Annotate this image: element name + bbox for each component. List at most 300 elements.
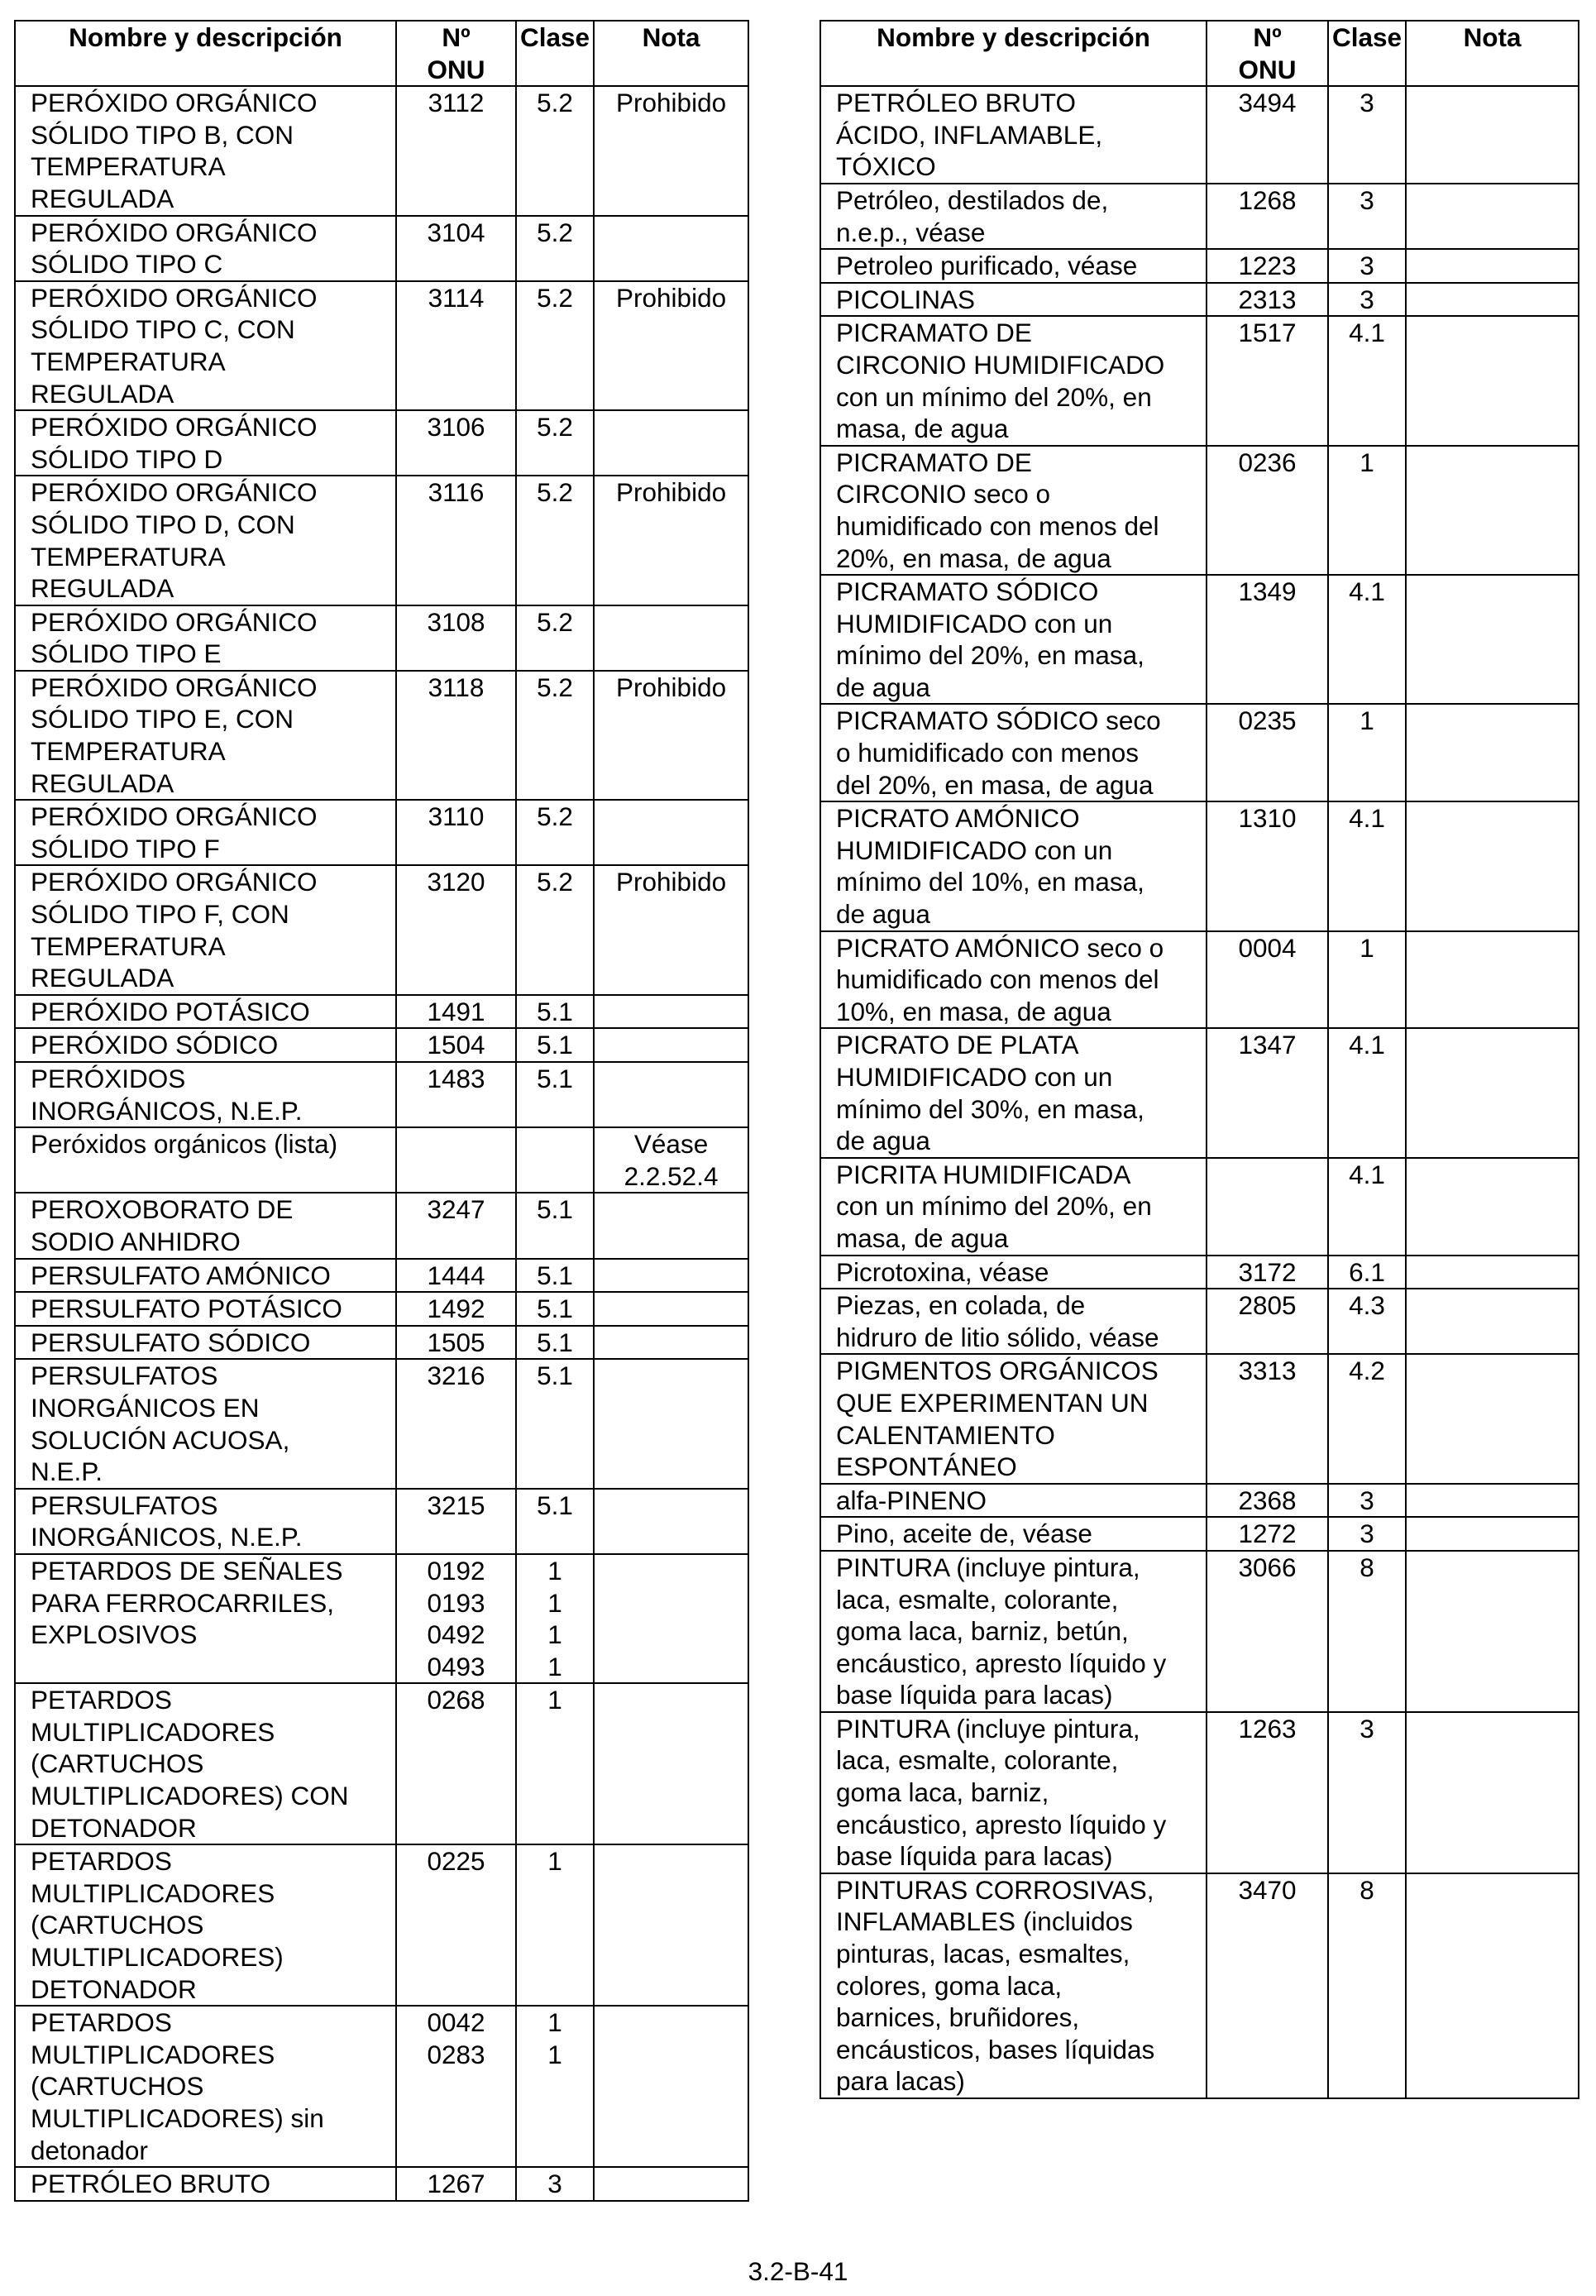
- cell-line: PERÓXIDO ORGÁNICO: [31, 217, 318, 247]
- cell-line: PETRÓLEO BRUTO: [836, 88, 1076, 118]
- cell-line: 2.2.52.4: [624, 1160, 719, 1191]
- table-row: [15, 800, 748, 865]
- cell-name: [15, 671, 396, 800]
- cell-un-number: [396, 865, 516, 994]
- cell-class: [516, 476, 594, 605]
- cell-line: Picrotoxina, véase: [836, 1256, 1049, 1287]
- dangerous-goods-table-left: [14, 20, 749, 2202]
- cell-un-number: [396, 86, 516, 215]
- cell-class: [1328, 1873, 1406, 2098]
- cell-note: [1406, 86, 1579, 184]
- cell-line: 1263: [1238, 1713, 1297, 1744]
- cell-un-number: [396, 2167, 516, 2201]
- cell-line: encáustico, apresto líquido y: [836, 1648, 1167, 1678]
- cell-line: SÓLIDO TIPO D, CON: [31, 509, 295, 539]
- cell-name: [15, 1127, 396, 1193]
- cell-line: HUMIDIFICADO con un: [836, 608, 1113, 639]
- cell-line: CIRCONIO HUMIDIFICADO: [836, 349, 1165, 380]
- cell-note: [1406, 1484, 1579, 1518]
- cell-note: [594, 1127, 748, 1193]
- cell-un-number: [396, 1028, 516, 1062]
- cell-line: 1: [1359, 932, 1374, 963]
- table-row: [15, 1292, 748, 1326]
- cell-line: PETRÓLEO BRUTO: [31, 2169, 270, 2199]
- cell-line: MULTIPLICADORES): [31, 1942, 284, 1973]
- cell-line: 3494: [1238, 88, 1297, 118]
- cell-line: REGULADA: [31, 378, 174, 409]
- cell-line: PICOLINAS: [836, 284, 976, 314]
- cell-line: Peróxidos orgánicos (lista): [31, 1129, 338, 1160]
- page-number: 3.2-B-41: [748, 2256, 848, 2286]
- cell-name: [15, 865, 396, 994]
- cell-class: [516, 1326, 594, 1360]
- cell-note: [1406, 1354, 1579, 1483]
- cell-line: Petroleo purificado, véase: [836, 251, 1138, 281]
- cell-class: [516, 1359, 594, 1488]
- table-row: [820, 446, 1579, 575]
- cell-note: [594, 1554, 748, 1683]
- cell-class: [516, 1292, 594, 1326]
- cell-class: [516, 2167, 594, 2201]
- cell-line: 4.3: [1349, 1290, 1385, 1321]
- cell-line: MULTIPLICADORES: [31, 2039, 275, 2069]
- cell-line: 3106: [427, 412, 485, 442]
- cell-line: INORGÁNICOS EN: [31, 1392, 260, 1423]
- cell-un-number: [396, 671, 516, 800]
- header-row: [820, 21, 1579, 86]
- table-row: [15, 1259, 748, 1293]
- cell-class: [516, 800, 594, 865]
- cell-line: con un mínimo del 20%, en: [836, 1191, 1152, 1222]
- cell-line: ESPONTÁNEO: [836, 1452, 1017, 1482]
- cell-line: SÓLIDO TIPO C, CON: [31, 314, 295, 345]
- table-row: [15, 1193, 748, 1258]
- cell-class: [1328, 1289, 1406, 1354]
- table-row: [820, 1517, 1579, 1551]
- table-row: [15, 2006, 748, 2167]
- cell-name: [820, 184, 1207, 249]
- cell-line: PEROXOBORATO DE: [31, 1194, 294, 1225]
- cell-class: [516, 1259, 594, 1293]
- cell-note: [594, 995, 748, 1029]
- cell-line: 1: [547, 2007, 562, 2038]
- cell-class: [516, 1127, 594, 1193]
- cell-name: [820, 1028, 1207, 1157]
- cell-line: encáustico, apresto líquido y: [836, 1809, 1167, 1839]
- table-row: [15, 86, 748, 215]
- table-row: [820, 575, 1579, 704]
- cell-name: [15, 86, 396, 215]
- table-body-right: [820, 86, 1579, 2098]
- cell-line: Petróleo, destilados de,: [836, 184, 1109, 215]
- cell-line: 1517: [1238, 318, 1297, 348]
- cell-line: REGULADA: [31, 963, 174, 993]
- cell-line: TEMPERATURA: [31, 930, 226, 961]
- table-row: [15, 1683, 748, 1844]
- cell-line: 5.2: [537, 867, 573, 897]
- cell-line: 4.1: [1349, 318, 1385, 348]
- cell-un-number: [396, 1844, 516, 2006]
- cell-note: [1406, 704, 1579, 801]
- cell-note: [594, 1489, 748, 1554]
- cell-line: 5.2: [537, 412, 573, 442]
- cell-line: 3114: [428, 282, 485, 313]
- cell-class: [516, 1554, 594, 1683]
- cell-line: INFLAMABLES (incluidos: [836, 1906, 1133, 1937]
- cell-class: [516, 1844, 594, 2006]
- cell-name: [15, 1193, 396, 1258]
- cell-class: [1328, 1028, 1406, 1157]
- cell-un-number: [1207, 1289, 1328, 1354]
- cell-class: [516, 995, 594, 1029]
- cell-class: [1328, 1256, 1406, 1289]
- cell-line: 3: [1359, 184, 1374, 215]
- cell-un-number: [396, 1683, 516, 1844]
- cell-un-number: [396, 1554, 516, 1683]
- cell-line: encáusticos, bases líquidas: [836, 2034, 1155, 2064]
- cell-line: 5.2: [537, 801, 573, 832]
- cell-line: PIGMENTOS ORGÁNICOS: [836, 1356, 1159, 1386]
- table-row: [15, 605, 748, 671]
- cell-un-number: [396, 605, 516, 671]
- cell-line: 3104: [427, 217, 485, 247]
- cell-line: de agua: [836, 1126, 930, 1156]
- cell-line: 3066: [1238, 1552, 1297, 1582]
- cell-line: (CARTUCHOS: [31, 1748, 204, 1779]
- cell-line: PICRAMATO DE: [836, 318, 1032, 348]
- cell-line: PETARDOS: [31, 1685, 172, 1715]
- cell-line: PERÓXIDO ORGÁNICO: [31, 801, 318, 832]
- cell-line: SÓLIDO TIPO F, CON: [31, 899, 289, 930]
- cell-line: 3: [1359, 1713, 1374, 1744]
- cell-line: Véase: [633, 1129, 709, 1160]
- cell-class: [1328, 1517, 1406, 1551]
- cell-line: 3: [547, 2169, 562, 2199]
- cell-line: PERÓXIDOS: [31, 1064, 186, 1093]
- cell-line: para lacas): [836, 2066, 965, 2097]
- cell-line: 5.1: [537, 1490, 573, 1520]
- cell-line: QUE EXPERIMENTAN UN: [836, 1387, 1149, 1418]
- cell-un-number: [1207, 446, 1328, 575]
- cell-class: [516, 216, 594, 281]
- cell-line: 1: [547, 1587, 562, 1618]
- cell-line: laca, esmalte, colorante,: [836, 1745, 1119, 1776]
- table-row: [820, 283, 1579, 317]
- cell-class: [516, 1062, 594, 1127]
- table-row: [15, 216, 748, 281]
- cell-class: [516, 671, 594, 800]
- cell-name: [820, 1873, 1207, 2098]
- table-row: [15, 1326, 748, 1360]
- cell-class: [1328, 931, 1406, 1029]
- cell-line: Pino, aceite de, véase: [836, 1519, 1092, 1549]
- cell-name: [820, 1158, 1207, 1256]
- cell-class: [516, 281, 594, 410]
- table-row: [15, 1554, 748, 1683]
- cell-line: PICRATO AMÓNICO: [836, 803, 1080, 834]
- cell-line: 8: [1359, 1874, 1374, 1905]
- cell-line: PINTURAS CORROSIVAS,: [836, 1874, 1154, 1905]
- cell-class: [516, 865, 594, 994]
- cell-note: [594, 1292, 748, 1326]
- cell-note: [1406, 1256, 1579, 1289]
- cell-class: [516, 1028, 594, 1062]
- cell-note: [594, 800, 748, 865]
- cell-line: PICRAMATO SÓDICO seco: [836, 706, 1161, 736]
- cell-line: PERÓXIDO ORGÁNICO: [31, 867, 318, 897]
- cell-note: [1406, 446, 1579, 575]
- cell-line: 1: [547, 1651, 562, 1681]
- cell-line: INORGÁNICOS, N.E.P.: [31, 1522, 303, 1552]
- header-name: Nombre y descripción: [15, 21, 396, 86]
- cell-name: [15, 1326, 396, 1360]
- cell-line: 1272: [1238, 1519, 1297, 1549]
- cell-note: [594, 1326, 748, 1360]
- table-row: [820, 1873, 1579, 2098]
- cell-line: PICRATO DE PLATA: [836, 1030, 1079, 1060]
- cell-note: [594, 216, 748, 281]
- cell-line: 0004: [1238, 932, 1297, 963]
- cell-class: [516, 1683, 594, 1844]
- cell-class: [1328, 801, 1406, 930]
- cell-name: [820, 283, 1207, 317]
- cell-line: PERÓXIDO ORGÁNICO: [31, 672, 318, 702]
- cell-un-number: [1207, 249, 1328, 283]
- cell-class: [1328, 184, 1406, 249]
- cell-line: Prohibido: [616, 477, 727, 508]
- cell-class: [1328, 1158, 1406, 1256]
- cell-name: [15, 410, 396, 476]
- cell-name: [820, 1517, 1207, 1551]
- cell-line: 5.1: [537, 1327, 573, 1357]
- cell-line: TEMPERATURA: [31, 541, 226, 572]
- cell-un-number: [396, 1193, 516, 1258]
- cell-un-number: [396, 2006, 516, 2167]
- table-row: [15, 281, 748, 410]
- cell-line: mínimo del 10%, en masa,: [836, 867, 1144, 897]
- cell-line: 3: [1359, 1485, 1374, 1515]
- cell-note: [1406, 1712, 1579, 1873]
- cell-class: [1328, 1712, 1406, 1873]
- cell-line: 3: [1359, 1519, 1374, 1549]
- cell-note: [594, 1683, 748, 1844]
- table-row: [820, 1256, 1579, 1289]
- cell-note: [594, 2006, 748, 2167]
- cell-line: o humidificado con menos: [836, 738, 1139, 768]
- table-row: [15, 865, 748, 994]
- table-row: [820, 1712, 1579, 1873]
- dangerous-goods-table-right: [820, 20, 1579, 2099]
- cell-line: SÓLIDO TIPO C: [31, 249, 223, 280]
- cell-un-number: [1207, 1873, 1328, 2098]
- cell-line: n.e.p., véase: [836, 217, 986, 247]
- cell-line: 0492: [427, 1619, 485, 1650]
- cell-note: [594, 86, 748, 215]
- cell-class: [516, 86, 594, 215]
- cell-line: SÓLIDO TIPO E, CON: [31, 704, 294, 734]
- cell-line: PERÓXIDO SÓDICO: [31, 1030, 279, 1060]
- table-row: [15, 1359, 748, 1488]
- cell-line: colores, goma laca,: [836, 1970, 1063, 2001]
- cell-line: 0042: [427, 2007, 485, 2038]
- table-row: [15, 671, 748, 800]
- cell-line: 1: [547, 1619, 562, 1650]
- table-row: [15, 1062, 748, 1127]
- cell-line: PERSULFATOS: [31, 1361, 218, 1391]
- cell-line: 5.2: [537, 282, 573, 313]
- cell-un-number: [396, 1127, 516, 1193]
- table-row: [15, 410, 748, 476]
- cell-class: [1328, 446, 1406, 575]
- cell-class: [516, 605, 594, 671]
- cell-un-number: [396, 216, 516, 281]
- cell-line: goma laca, barniz, betún,: [836, 1616, 1129, 1647]
- cell-line: DETONADOR: [31, 1812, 197, 1843]
- cell-un-number: [396, 995, 516, 1029]
- cell-line: 4.1: [1349, 1159, 1385, 1189]
- cell-line: 1483: [427, 1064, 485, 1093]
- cell-class: [516, 410, 594, 476]
- cell-line: 3110: [428, 801, 485, 832]
- cell-note: [594, 1259, 748, 1293]
- cell-name: [15, 1028, 396, 1062]
- cell-note: [594, 1062, 748, 1127]
- cell-class: [516, 2006, 594, 2167]
- header-row: [15, 21, 748, 86]
- cell-line: 5.2: [537, 477, 573, 508]
- cell-un-number: [396, 1359, 516, 1488]
- cell-line: detonador: [31, 2135, 148, 2165]
- cell-name: [15, 995, 396, 1029]
- cell-line: PERSULFATO AMÓNICO: [31, 1260, 331, 1290]
- cell-un-number: [1207, 1256, 1328, 1289]
- cell-name: [15, 605, 396, 671]
- table-row: [15, 1489, 748, 1554]
- cell-un-number: [1207, 283, 1328, 317]
- cell-class: [516, 1489, 594, 1554]
- cell-line: 1310: [1238, 803, 1297, 834]
- table-row: [820, 931, 1579, 1029]
- table-row: [820, 1158, 1579, 1256]
- table-row: [15, 2167, 748, 2201]
- cell-line: Piezas, en colada, de: [836, 1290, 1086, 1321]
- cell-line: (CARTUCHOS: [31, 2071, 204, 2102]
- cell-line: pinturas, lacas, esmaltes,: [836, 1939, 1130, 1969]
- cell-line: con un mínimo del 20%, en: [836, 381, 1152, 412]
- cell-line: 1: [547, 2039, 562, 2069]
- cell-line: HUMIDIFICADO con un: [836, 1062, 1113, 1092]
- cell-line: 3: [1359, 88, 1374, 118]
- cell-note: [594, 1844, 748, 2006]
- cell-line: 5.1: [537, 1294, 573, 1324]
- table-row: [820, 86, 1579, 184]
- cell-name: [15, 1062, 396, 1127]
- cell-line: 1: [1359, 706, 1374, 736]
- cell-line: REGULADA: [31, 768, 174, 798]
- cell-note: [1406, 1289, 1579, 1354]
- cell-line: SODIO ANHIDRO: [31, 1226, 241, 1256]
- cell-line: 20%, en masa, de agua: [836, 543, 1111, 573]
- table-row: [820, 1289, 1579, 1354]
- header-un-number: Nº ONU: [396, 21, 516, 86]
- cell-line: 3108: [427, 606, 485, 637]
- table-row: [820, 704, 1579, 801]
- cell-un-number: [1207, 1484, 1328, 1518]
- cell-name: [820, 801, 1207, 930]
- cell-line: 1492: [427, 1294, 485, 1324]
- cell-note: [1406, 575, 1579, 704]
- cell-line: alfa-PINENO: [836, 1485, 987, 1515]
- cell-class: [1328, 704, 1406, 801]
- table-row: [15, 476, 748, 605]
- cell-name: [820, 1712, 1207, 1873]
- cell-line: 0236: [1238, 447, 1297, 477]
- cell-line: 5.2: [537, 88, 573, 118]
- cell-note: [594, 865, 748, 994]
- cell-name: [15, 281, 396, 410]
- cell-name: [820, 1256, 1207, 1289]
- cell-line: 3: [1359, 251, 1374, 281]
- cell-un-number: [396, 1062, 516, 1127]
- cell-class: [1328, 86, 1406, 184]
- cell-class: [1328, 1551, 1406, 1712]
- cell-line: HUMIDIFICADO con un: [836, 835, 1113, 865]
- cell-line: INORGÁNICOS, N.E.P.: [31, 1095, 303, 1126]
- cell-un-number: [396, 1489, 516, 1554]
- cell-name: [15, 1489, 396, 1554]
- cell-line: 1444: [427, 1260, 485, 1290]
- cell-un-number: [1207, 184, 1328, 249]
- cell-line: de agua: [836, 899, 930, 930]
- cell-name: [820, 446, 1207, 575]
- cell-line: PERÓXIDO ORGÁNICO: [31, 412, 318, 442]
- cell-line: 1349: [1238, 576, 1297, 607]
- cell-line: humidificado con menos del: [836, 964, 1159, 995]
- cell-line: 3216: [427, 1361, 485, 1391]
- cell-un-number: [396, 281, 516, 410]
- table-row: [820, 1028, 1579, 1157]
- cell-line: masa, de agua: [836, 414, 1009, 444]
- cell-line: 0225: [427, 1846, 485, 1877]
- cell-un-number: [1207, 931, 1328, 1029]
- cell-line: 1268: [1238, 184, 1297, 215]
- cell-line: 1: [547, 1846, 562, 1877]
- cell-line: Prohibido: [616, 88, 727, 118]
- cell-line: PERÓXIDO ORGÁNICO: [31, 282, 318, 313]
- cell-line: 4.1: [1349, 1030, 1385, 1060]
- cell-line: 1: [547, 1685, 562, 1715]
- cell-name: [15, 1259, 396, 1293]
- cell-name: [820, 575, 1207, 704]
- cell-line: 0235: [1238, 706, 1297, 736]
- cell-line: de agua: [836, 672, 930, 702]
- cell-class: [1328, 316, 1406, 445]
- table-row: [820, 184, 1579, 249]
- header-note: Nota: [594, 21, 748, 86]
- cell-line: 5.1: [537, 1361, 573, 1391]
- cell-line: Prohibido: [616, 672, 727, 702]
- cell-line: N.E.P.: [31, 1457, 103, 1487]
- cell-line: Prohibido: [616, 867, 727, 897]
- cell-name: [15, 2006, 396, 2167]
- cell-name: [820, 86, 1207, 184]
- cell-note: [1406, 1517, 1579, 1551]
- header-note: Nota: [1406, 21, 1579, 86]
- cell-line: CALENTAMIENTO: [836, 1419, 1055, 1450]
- cell-line: TÓXICO: [836, 151, 936, 182]
- header-class: Clase: [516, 21, 594, 86]
- cell-note: [594, 671, 748, 800]
